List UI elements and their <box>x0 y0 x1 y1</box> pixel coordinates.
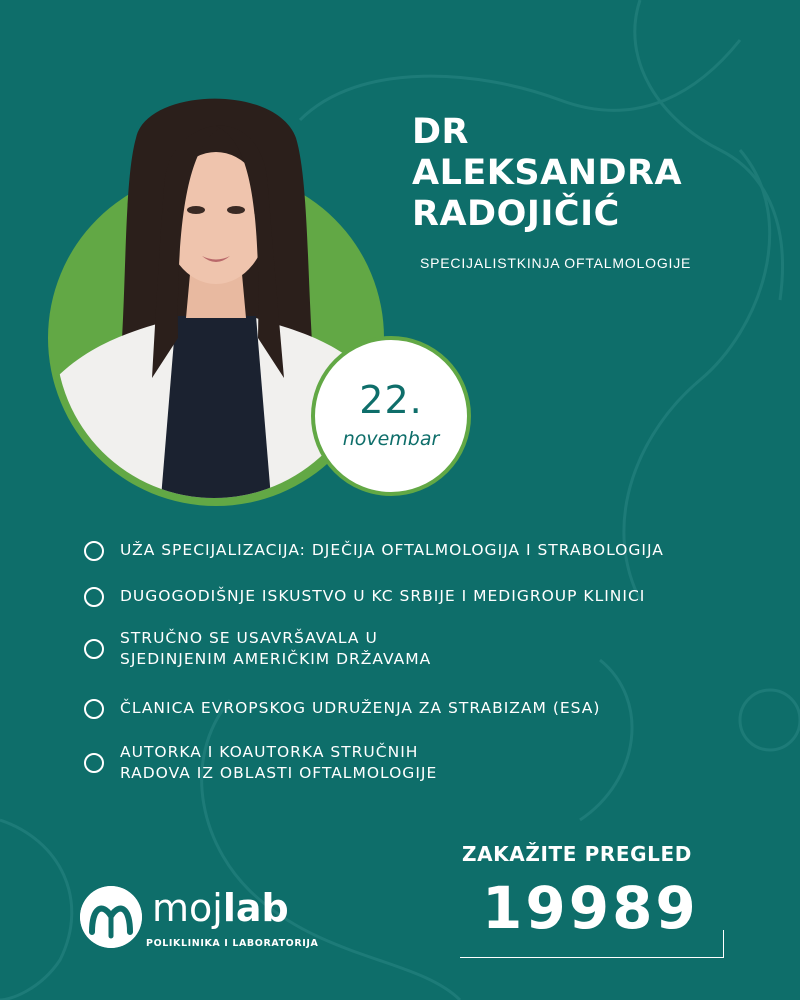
bullet-circle-icon <box>84 587 104 607</box>
doctor-name-prefix: DR <box>412 112 470 152</box>
logo-wordmark <box>152 886 289 930</box>
bullet-circle-icon <box>84 699 104 719</box>
bullet-circle-icon <box>84 753 104 773</box>
list-item-text: UŽA SPECIJALIZACIJA: DJEČIJA OFTALMOLOGIJA I STRABOLOGIJA <box>120 541 664 559</box>
list-item-text: ČLANICA EVROPSKOG UDRUŽENJA ZA STRABIZAM (ESA) <box>120 699 601 717</box>
list-item <box>84 540 664 561</box>
date-day: 22. <box>359 378 423 422</box>
bullet-circle-icon <box>84 541 104 561</box>
doctor-name <box>412 112 682 235</box>
list-item-text-line1: AUTORKA I KOAUTORKA STRUČNIH <box>120 743 419 761</box>
bullet-circle-icon <box>84 639 104 659</box>
list-item-text-line2: RADOVA IZ OBLASTI OFTALMOLOGIJE <box>120 764 438 782</box>
logo-wordmark-light: moj <box>152 886 223 930</box>
logo-wordmark-bold: lab <box>222 886 289 930</box>
date-month: novembar <box>342 428 440 450</box>
cta-label: ZAKAŽITE PREGLED <box>462 842 692 866</box>
list-item-text: DUGOGODIŠNJE ISKUSTVO U KC SRBIJE I MEDIGROUP KLINICI <box>120 587 646 605</box>
cta-phone-number[interactable]: 19989 <box>482 874 699 942</box>
list-item-text-line2: SJEDINJENIM AMERIČKIM DRŽAVAMA <box>120 650 432 668</box>
doctor-last-name: RADOJIČIĆ <box>412 194 620 234</box>
logo-tagline: POLIKLINIKA I LABORATORIJA <box>146 938 319 949</box>
list-item-text-line1: STRUČNO SE USAVRŠAVALA U <box>120 629 378 647</box>
cta-frame-divider <box>460 930 724 958</box>
mojlab-logo-icon <box>80 886 142 948</box>
date-badge <box>311 336 471 496</box>
list-item <box>84 698 600 719</box>
list-item <box>84 586 645 607</box>
doctor-first-name: ALEKSANDRA <box>412 153 683 193</box>
list-item <box>84 628 431 670</box>
doctor-specialty: SPECIJALISTKINJA OFTALMOLOGIJE <box>420 255 692 271</box>
list-item <box>84 742 437 784</box>
